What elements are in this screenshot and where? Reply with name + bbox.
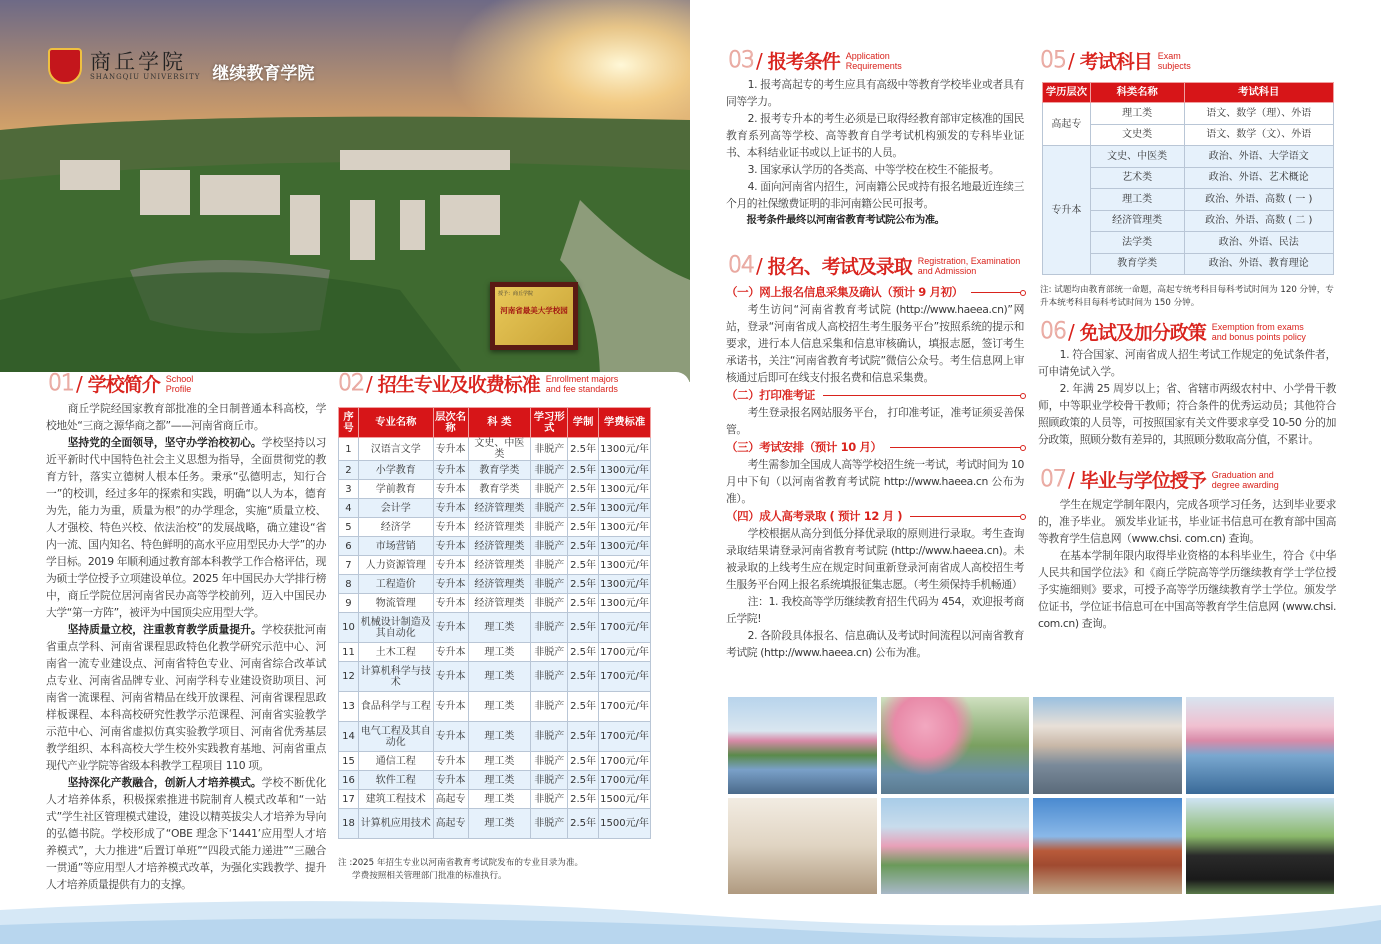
table-cell: 经济管理类 <box>1090 210 1184 232</box>
table-cell: 教育学类 <box>468 480 531 499</box>
table-cell: 非脱产 <box>531 613 568 643</box>
table-cell: 专升本 <box>433 480 468 499</box>
level-cell: 高起专 <box>1043 103 1091 146</box>
paragraph-text: 商丘学院经国家教育部批准的全日制普通本科高校，学校地处“三商之源华商之都”——河南省商丘市。 <box>46 402 326 432</box>
plaque-title: 河南省最美大学校园 <box>500 306 568 315</box>
section-01-heading: 01 / 学校简介 School Profile <box>48 371 194 396</box>
section-05-heading: 05 / 考试科目 Exam subjects <box>1040 48 1191 73</box>
column-header: 科 类 <box>468 408 531 438</box>
table-cell: 计算机科学与技术 <box>358 662 433 692</box>
section-title: 学校简介 <box>87 374 160 396</box>
column-header: 序号 <box>339 408 359 438</box>
section-number: 05 <box>1040 48 1066 73</box>
paragraph-lead: 坚持质量立校，注重教育教学质量提升。 <box>67 623 262 636</box>
table-cell: 1300元/年 <box>599 518 651 537</box>
table-cell: 非脱产 <box>531 790 568 809</box>
table-cell: 2.5年 <box>568 518 599 537</box>
table-cell: 2.5年 <box>568 537 599 556</box>
section-title: 报考条件 <box>767 51 840 73</box>
table-cell: 小学教育 <box>358 461 433 480</box>
table-cell: 教育学类 <box>1090 253 1184 275</box>
step-heading <box>726 387 1024 404</box>
university-logo <box>48 48 314 84</box>
table-cell: 1300元/年 <box>599 438 651 461</box>
table-cell: 非脱产 <box>531 438 568 461</box>
exemption-policy-text <box>1038 346 1336 448</box>
table-cell: 会计学 <box>358 499 433 518</box>
table-cell: 政治、外语、高数 ( 一 ) <box>1184 189 1334 211</box>
table-cell: 法学类 <box>1090 232 1184 254</box>
table-cell: 2 <box>339 461 359 480</box>
step-title: （三）考试安排（预计 10 月） <box>726 440 882 454</box>
table-cell: 政治、外语、民法 <box>1184 232 1334 254</box>
step-text: 注：1. 我校高等学历继续教育招生代码为 454，欢迎报考商丘学院! <box>726 595 1024 625</box>
paragraph: 学生在规定学制年限内，完成各项学习任务，达到毕业要求的，准予毕业。 颁发毕业证书，毕业证书信息可在教育部中国高等教育学生信息网（www.chsi. com.cn) 查询。 <box>1038 498 1336 545</box>
table-row <box>339 461 651 480</box>
table-cell: 2.5年 <box>568 594 599 613</box>
paragraph <box>46 400 326 434</box>
table-cell: 3 <box>339 480 359 499</box>
campus-photo-library-reflection <box>1033 697 1182 794</box>
table-cell: 13 <box>339 692 359 722</box>
requirement-item: 4. 面向河南省内招生，河南籍公民或持有报名地最近连续三个月的社保缴费证明的非河南籍公民可报考。 <box>726 180 1024 210</box>
table-cell: 土木工程 <box>358 643 433 662</box>
paragraph-lead: 坚持深化产教融合，创新人才培养模式。 <box>67 776 262 789</box>
table-cell: 1500元/年 <box>599 790 651 809</box>
table-cell: 非脱产 <box>531 499 568 518</box>
column-header: 考试科目 <box>1184 83 1334 103</box>
table-cell: 8 <box>339 575 359 594</box>
table-cell: 非脱产 <box>531 461 568 480</box>
table-cell: 2.5年 <box>568 613 599 643</box>
application-requirements-text <box>726 76 1024 229</box>
table-cell: 1300元/年 <box>599 575 651 594</box>
requirement-item: 2. 报考专升本的考生必须是已取得经教育部审定核准的国民教育系列高等学校、高等教育自学考试机构颁发的专科毕业证书、本科结业证书或以上证书的人员。 <box>726 112 1024 159</box>
table-row <box>339 643 651 662</box>
graduation-degree-text <box>1038 496 1336 632</box>
paragraph: 2. 年满 25 周岁以上；省、省辖市两级农村中、小学骨干教师，中等职业学校骨干教师；符合条件的优秀运动员；其他符合照顾政策的人员等，可按照国家有关文件要求享受 10-50 分的加分政策，照顾分数有差异的，其照顾分数取高分值，不累计。 <box>1038 382 1336 446</box>
column-header: 学历层次 <box>1043 83 1091 103</box>
table-header-row <box>339 408 651 438</box>
table-cell: 人力资源管理 <box>358 556 433 575</box>
table-cell: 文史、中医类 <box>1090 146 1184 168</box>
paragraph-lead: 坚持党的全面领导，坚守办学治校初心。 <box>67 436 262 449</box>
registration-steps <box>726 283 1024 661</box>
section-eng: Graduation and degree awarding <box>1211 469 1279 490</box>
paragraph <box>46 434 326 621</box>
college-name: 继续教育学院 <box>212 63 315 84</box>
step-heading <box>726 284 1024 301</box>
section-number: 01 <box>48 371 74 396</box>
step-title: （二）打印准考证 <box>726 388 815 402</box>
table-cell: 专升本 <box>433 499 468 518</box>
table-row <box>339 594 651 613</box>
section-07-heading: 07 / 毕业与学位授予 Graduation and degree awarding <box>1040 467 1279 492</box>
paragraph: 1. 符合国家、河南省成人招生考试工作规定的免试条件者，可申请免试入学。 <box>1038 348 1336 378</box>
table-cell: 非脱产 <box>531 752 568 771</box>
table-row <box>339 662 651 692</box>
table-cell: 学前教育 <box>358 480 433 499</box>
paragraph-text: 学校获批河南省重点学科、河南省课程思政特色化教学研究示范中心、河南省一流专业建设点、河南省特色专业、河南省综合改革试点专业、河南省品牌专业、河南学科专业建设资助项目、河南省一流课程、河南省精品在线开放课程、河南省课程思政样板课程、本科高校研究性教学示范课程、河南省实验教学示范中心、河南省虚拟仿真实验教学项目、河南省优秀基层教学组织、本科高校大学生校外实践教育基地、河南省重点现代产业学院等省级本科教学工程项目 110 项。 <box>46 623 326 772</box>
table-cell: 专升本 <box>433 662 468 692</box>
table-cell: 经济管理类 <box>468 594 531 613</box>
table-cell: 2.5年 <box>568 771 599 790</box>
campus-photo-lake <box>728 697 877 794</box>
table-cell: 2.5年 <box>568 752 599 771</box>
table-cell: 艺术类 <box>1090 167 1184 189</box>
section-title: 毕业与学位授予 <box>1079 470 1206 492</box>
table-cell: 理工类 <box>468 809 531 839</box>
table-cell: 专升本 <box>433 575 468 594</box>
step-heading <box>726 508 1024 525</box>
award-plaque <box>490 282 578 350</box>
table-cell: 语文、数学（理）、外语 <box>1184 103 1334 125</box>
requirement-item: 3. 国家承认学历的各类高、中等学校在校生不能报考。 <box>747 163 1000 176</box>
table-cell: 1700元/年 <box>599 613 651 643</box>
table-cell: 经济管理类 <box>468 575 531 594</box>
table-cell: 非脱产 <box>531 643 568 662</box>
table-cell: 理工类 <box>468 662 531 692</box>
table-header-row <box>1043 83 1334 103</box>
paragraph <box>46 621 326 774</box>
table-cell: 非脱产 <box>531 480 568 499</box>
section-number: 06 <box>1040 319 1066 344</box>
table-cell: 12 <box>339 662 359 692</box>
table-cell: 2.5年 <box>568 722 599 752</box>
table-cell: 9 <box>339 594 359 613</box>
table-cell: 1 <box>339 438 359 461</box>
table-cell: 1700元/年 <box>599 771 651 790</box>
section-title: 招生专业及收费标准 <box>377 374 540 396</box>
table-cell: 理工类 <box>468 790 531 809</box>
table-row <box>339 722 651 752</box>
section-eng: Registration, Examination and Admission <box>917 255 1021 276</box>
table-cell: 工程造价 <box>358 575 433 594</box>
requirement-item: 1. 报考高起专的考生应具有高级中等教育学校毕业或者具有同等学力。 <box>726 78 1024 108</box>
exam-subjects-table <box>1042 82 1334 275</box>
table-cell: 非脱产 <box>531 771 568 790</box>
exam-table-note: 注: 试题均由教育部统一命题，高起专统考科目每科考试时间为 120 分钟，专升本统考科目每科考试时间为 150 分钟。 <box>1040 285 1334 308</box>
table-cell: 1700元/年 <box>599 692 651 722</box>
table-cell: 1700元/年 <box>599 643 651 662</box>
table-cell: 经济管理类 <box>468 499 531 518</box>
table-cell: 政治、外语、教育理论 <box>1184 253 1334 275</box>
table-cell: 非脱产 <box>531 556 568 575</box>
table-cell: 15 <box>339 752 359 771</box>
table-cell: 2.5年 <box>568 575 599 594</box>
table-cell: 专升本 <box>433 771 468 790</box>
table-cell: 非脱产 <box>531 662 568 692</box>
section-title: 免试及加分政策 <box>1079 322 1206 344</box>
table-cell: 汉语言文学 <box>358 438 433 461</box>
table-cell: 1300元/年 <box>599 461 651 480</box>
step-divider <box>971 292 1024 293</box>
table-cell: 文史、中医类 <box>468 438 531 461</box>
table-cell: 1700元/年 <box>599 662 651 692</box>
level-cell: 专升本 <box>1043 146 1091 275</box>
table-cell: 理工类 <box>468 613 531 643</box>
column-header: 专业名称 <box>358 408 433 438</box>
step-divider <box>823 395 1024 396</box>
table-cell: 专升本 <box>433 461 468 480</box>
table-cell: 1300元/年 <box>599 537 651 556</box>
table-cell: 软件工程 <box>358 771 433 790</box>
table-cell: 经济管理类 <box>468 518 531 537</box>
table-row <box>339 613 651 643</box>
step-text: 考生登录报名网站服务平台， 打印准考证，准考证须妥善保管。 <box>726 406 1024 436</box>
section-eng: Exam subjects <box>1157 50 1191 71</box>
table-cell: 2.5年 <box>568 662 599 692</box>
table-row <box>339 499 651 518</box>
table-cell: 经济管理类 <box>468 537 531 556</box>
table-row <box>339 771 651 790</box>
table-cell: 专升本 <box>433 752 468 771</box>
table-cell: 文史类 <box>1090 124 1184 146</box>
campus-photo-swans <box>1186 697 1335 794</box>
table-row <box>339 692 651 722</box>
table-cell: 2.5年 <box>568 480 599 499</box>
table-cell: 1300元/年 <box>599 480 651 499</box>
university-name-cn: 商丘学院 <box>90 50 186 74</box>
table-row <box>339 518 651 537</box>
table-cell: 理工类 <box>1090 103 1184 125</box>
table-row <box>339 752 651 771</box>
table-cell: 非脱产 <box>531 594 568 613</box>
table-cell: 专升本 <box>433 537 468 556</box>
table-cell: 高起专 <box>433 809 468 839</box>
table-cell: 18 <box>339 809 359 839</box>
section-number: 03 <box>728 48 754 73</box>
majors-table-note: 注 :2025 年招生专业以河南省教育考试院发布的专业目录为准。 学费按照相关管理部门批准的标准执行。 <box>338 858 584 881</box>
section-title: 报名、考试及录取 <box>767 256 912 278</box>
table-cell: 理工类 <box>468 722 531 752</box>
table-cell: 高起专 <box>433 790 468 809</box>
table-cell: 10 <box>339 613 359 643</box>
campus-photo-buildings <box>881 798 1030 895</box>
table-cell: 17 <box>339 790 359 809</box>
table-cell: 2.5年 <box>568 790 599 809</box>
table-cell: 2.5年 <box>568 438 599 461</box>
table-cell: 非脱产 <box>531 518 568 537</box>
table-row <box>1043 103 1334 125</box>
table-cell: 专升本 <box>433 613 468 643</box>
table-cell: 专升本 <box>433 438 468 461</box>
column-header: 学制 <box>568 408 599 438</box>
table-cell: 市场营销 <box>358 537 433 556</box>
table-cell: 专升本 <box>433 692 468 722</box>
table-cell: 理工类 <box>468 752 531 771</box>
table-row <box>1043 146 1334 168</box>
table-cell: 通信工程 <box>358 752 433 771</box>
table-cell: 计算机应用技术 <box>358 809 433 839</box>
step-title: （一）网上报名信息采集及确认（预计 9 月初） <box>726 285 963 299</box>
step-text: 2. 各阶段具体报名、信息确认及考试时间流程以河南省教育考试院 (http://www.haeea.cn) 公布为准。 <box>726 629 1024 659</box>
table-cell: 政治、外语、艺术概论 <box>1184 167 1334 189</box>
column-header: 层次名称 <box>433 408 468 438</box>
table-cell: 机械设计制造及其自动化 <box>358 613 433 643</box>
section-04-heading: 04 / 报名、考试及录取 Registration, Examination and Admission <box>728 253 1021 278</box>
section-eng: Application Requirements <box>845 50 902 71</box>
table-cell: 2.5年 <box>568 809 599 839</box>
table-cell: 政治、外语、大学语文 <box>1184 146 1334 168</box>
paragraph-text: 学校不断优化人才培养体系，积极探索推进书院制育人模式改革和“一站式”学生社区管理模式建设，建设以精英拔尖人才培养为导向的弘德书院。学校形成了“OBE 理念下‘1441’应用型人才培养模式”，大力推进“后置订单班”“四段式能力递进”“三融合一贯通”等应用型人才培养模式改革，为强化实践教学、提升人才培养质量提供有力的支撑。 <box>46 776 326 891</box>
majors-fee-table <box>338 407 651 839</box>
table-cell: 经济管理类 <box>468 556 531 575</box>
table-cell: 5 <box>339 518 359 537</box>
table-cell: 理工类 <box>468 771 531 790</box>
section-eng: School Profile <box>165 373 194 394</box>
decorative-wave <box>0 890 1381 944</box>
plaque-presenter: 授予：商丘学院 <box>498 291 534 297</box>
section-eng: Enrollment majors and fee standards <box>545 373 619 394</box>
table-row <box>339 809 651 839</box>
step-text: 学校根据从高分到低分择优录取的原则进行录取。考生查询录取结果请登录河南省教育考试院 (http://www.haeea.cn)。未被录取的上线考生应在规定时间重新登录河南省成人高校招生考生服务平台网上报名系统填报征集志愿。（考生须保持手机畅通） <box>726 527 1024 591</box>
step-text: 考生访问“河南省教育考试院 (http://www.haeea.cn)”网站，登录“河南省成人高校招生考生服务平台”按照系统的提示和要求，进行本人信息采集和信息审核确认，填报志愿，签订考生承诺书，关注“河南省教育考试院”微信公众号。考生信息网上审核通过后即可在线支付报名费和信息采集费。 <box>726 303 1024 384</box>
table-cell: 专升本 <box>433 556 468 575</box>
table-row <box>339 537 651 556</box>
section-number: 04 <box>728 253 754 278</box>
column-header: 学习形式 <box>531 408 568 438</box>
table-cell: 非脱产 <box>531 809 568 839</box>
table-cell: 理工类 <box>468 643 531 662</box>
column-header: 学费标准 <box>599 408 651 438</box>
table-cell: 政治、外语、高数 ( 二 ) <box>1184 210 1334 232</box>
section-number: 07 <box>1040 467 1066 492</box>
table-cell: 非脱产 <box>531 722 568 752</box>
table-cell: 专升本 <box>433 518 468 537</box>
table-cell: 4 <box>339 499 359 518</box>
university-name-en: SHANGQIU UNIVERSITY <box>90 73 201 81</box>
table-cell: 经济学 <box>358 518 433 537</box>
table-cell: 1700元/年 <box>599 752 651 771</box>
table-cell: 专升本 <box>433 643 468 662</box>
table-cell: 11 <box>339 643 359 662</box>
table-cell: 非脱产 <box>531 575 568 594</box>
step-divider <box>890 447 1024 448</box>
table-cell: 1300元/年 <box>599 594 651 613</box>
table-cell: 非脱产 <box>531 692 568 722</box>
paragraph <box>46 774 326 893</box>
table-cell: 2.5年 <box>568 692 599 722</box>
table-cell: 16 <box>339 771 359 790</box>
section-eng: Exemption from exams and bonus points policy <box>1211 321 1306 342</box>
table-cell: 专升本 <box>433 594 468 613</box>
step-divider <box>910 516 1024 517</box>
column-header: 科类名称 <box>1090 83 1184 103</box>
step-heading <box>726 439 1024 456</box>
table-cell: 2.5年 <box>568 461 599 480</box>
table-row <box>339 556 651 575</box>
table-cell: 食品科学与工程 <box>358 692 433 722</box>
table-cell: 建筑工程技术 <box>358 790 433 809</box>
table-cell: 2.5年 <box>568 643 599 662</box>
campus-photo-grid <box>728 697 1334 894</box>
paragraph: 在基本学制年限内取得毕业资格的本科毕业生，符合《中华人民共和国学位法》和《商丘学院高等学历继续教育学士学位授予实施细则》要求，可授予高等学历继续教育学士学位。颁发学位证书，学位证书信息可在中国高等教育学生信息网 (www.chsi. com.cn) 查询。 <box>1038 549 1336 630</box>
table-cell: 专升本 <box>433 722 468 752</box>
table-cell: 7 <box>339 556 359 575</box>
table-cell: 6 <box>339 537 359 556</box>
table-cell: 语文、数学（文）、外语 <box>1184 124 1334 146</box>
table-row <box>339 790 651 809</box>
table-cell: 1300元/年 <box>599 556 651 575</box>
section-03-heading: 03 / 报考条件 Application Requirements <box>728 48 902 73</box>
section-title: 考试科目 <box>1079 51 1152 73</box>
campus-photo-reading-room <box>728 798 877 895</box>
section-number: 02 <box>338 371 364 396</box>
section-02-heading: 02 / 招生专业及收费标准 Enrollment majors and fee standards <box>338 371 619 396</box>
step-text: 考生需参加全国成人高等学校招生统一考试，考试时间为 10 月中下旬（以河南省教育考试院 http://www.haeea.cn 公布为准）。 <box>726 458 1024 505</box>
table-cell: 1700元/年 <box>599 722 651 752</box>
table-row <box>339 575 651 594</box>
campus-photo-blossom-bridge <box>881 697 1030 794</box>
step-title: （四）成人高考录取 ( 预计 12 月 ) <box>726 509 903 523</box>
table-cell: 电气工程及其自动化 <box>358 722 433 752</box>
table-cell: 物流管理 <box>358 594 433 613</box>
school-profile-text <box>46 400 326 893</box>
table-row <box>339 438 651 461</box>
section-06-heading: 06 / 免试及加分政策 Exemption from exams and bonus points policy <box>1040 319 1306 344</box>
paragraph-text: 学校坚持以习近平新时代中国特色社会主义思想为指导，全面贯彻党的教育方针，落实立德树人根本任务。秉承“弘德明志，知行合一”的校训，经过多年的探索和实践，明确“以人为本，德育为先，能力为重，质量为根”的办学理念，实施“质量立校、人才强校、特色兴校、依法治校”的发展战略，确立建设“省内一流、国内知名、特色鲜明的高水平应用型民办大学”的办学目标。2019 年顺利通过教育部本科教学工作合格评估，现为硕士学位授予立项建设单位。2025 年中国民办大学排行榜中，商丘学院位居河南省民办高等学校前列，迈入中国民办大学“第一方阵”，被评为中国顶尖应用型大学。 <box>46 436 326 619</box>
university-crest-icon <box>48 48 82 84</box>
table-cell: 14 <box>339 722 359 752</box>
campus-photo-graduation <box>1186 798 1335 895</box>
table-cell: 教育学类 <box>468 461 531 480</box>
campus-photo-red-building <box>1033 798 1182 895</box>
requirement-final-note: 报考条件最终以河南省教育考试院公布为准。 <box>746 214 945 226</box>
table-cell: 非脱产 <box>531 537 568 556</box>
table-cell: 2.5年 <box>568 499 599 518</box>
table-cell: 2.5年 <box>568 556 599 575</box>
table-row <box>339 480 651 499</box>
table-cell: 1300元/年 <box>599 499 651 518</box>
table-cell: 理工类 <box>468 692 531 722</box>
table-cell: 1500元/年 <box>599 809 651 839</box>
table-cell: 理工类 <box>1090 189 1184 211</box>
